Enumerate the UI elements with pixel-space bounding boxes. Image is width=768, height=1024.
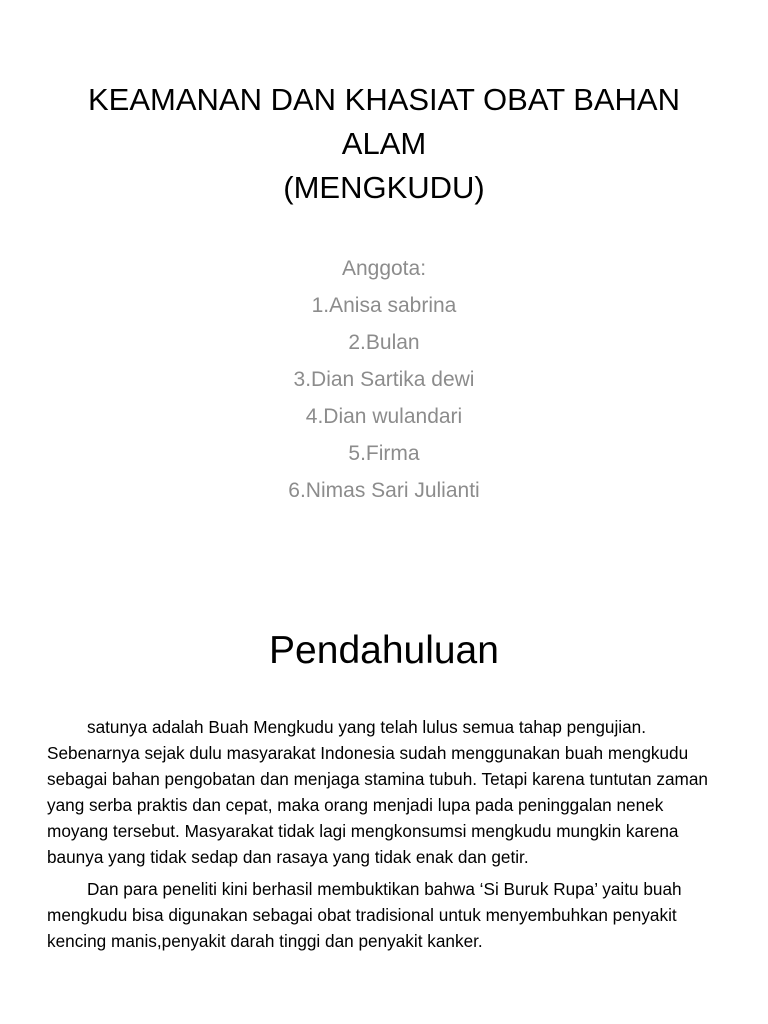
member-item: 6.Nimas Sari Julianti <box>288 479 480 502</box>
title-line-3: (MENGKUDU) <box>283 170 485 205</box>
paragraph: satunya adalah Buah Mengkudu yang telah lulus semua tahap pengujian. Sebenarnya sejak dulu masyarakat Indonesia sudah menggunakan buah mengkudu sebagai bahan pengobatan dan menjaga stamina tubuh. Tetapi karena tuntutan zaman yang serba praktis dan cepat, maka orang menjadi lupa pada peninggalan nenek moyang tersebut. Masyarakat tidak lagi mengkonsumsi mengkudu mungkin karena baunya yang tidak sedap dan rasaya yang tidak enak dan getir. <box>47 717 708 867</box>
member-list-heading: Anggota: <box>341 257 427 280</box>
member-item: 3.Dian Sartika dewi <box>293 368 475 391</box>
title-line-2: ALAM <box>341 126 427 161</box>
section-heading: Pendahuluan <box>269 629 499 672</box>
member-item: 4.Dian wulandari <box>305 405 463 428</box>
member-item: 1.Anisa sabrina <box>311 294 457 317</box>
member-item: 5.Firma <box>348 442 420 465</box>
title-line-1: KEAMANAN DAN KHASIAT OBAT BAHAN <box>87 82 680 117</box>
member-list <box>0 250 768 509</box>
member-item: 2.Bulan <box>348 331 420 354</box>
paragraph: Dan para peneliti kini berhasil membuktikan bahwa ‘Si Buruk Rupa’ yaitu buah mengkudu bisa digunakan sebagai obat tradisional untuk menyembuhkan penyakit kencing manis,penyakit darah tinggi dan penyakit kanker. <box>47 879 682 951</box>
section-body <box>47 714 727 960</box>
document-title <box>40 78 728 210</box>
